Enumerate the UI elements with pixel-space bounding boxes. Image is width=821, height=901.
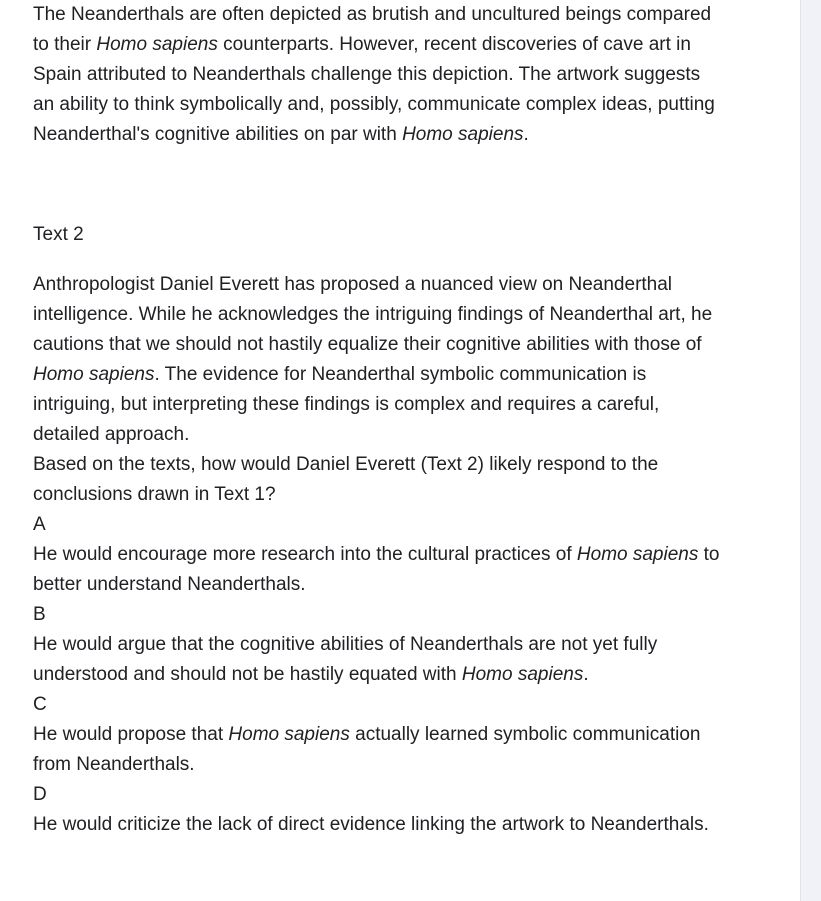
option-a-part2: to better understand Neanderthals. xyxy=(33,544,720,595)
option-c-part1: He would propose that xyxy=(33,724,229,745)
question-content xyxy=(33,0,723,840)
text2-label: Text 2 xyxy=(33,224,84,245)
text1-part1: The Neanderthals are often depicted as brutish and uncultured beings compared to their xyxy=(33,4,712,55)
option-c-italic: Homo sapiens xyxy=(228,724,350,745)
option-c-letter[interactable]: C xyxy=(33,694,47,715)
text2-part2: . The evidence for Neanderthal symbolic communication is intriguing, but interpreting these findings is complex and requires a careful, detailed approach. xyxy=(33,364,660,445)
option-b-part2: . xyxy=(583,664,589,685)
option-d-letter[interactable]: D xyxy=(33,784,47,805)
option-a-part1: He would encourage more research into the cultural practices of xyxy=(33,544,577,565)
option-a-letter[interactable]: A xyxy=(33,514,46,535)
text1-part3: . xyxy=(523,124,529,145)
option-a-italic: Homo sapiens xyxy=(576,544,699,565)
option-c-part2: actually learned symbolic communication from Neanderthals. xyxy=(33,724,701,775)
text2-passage xyxy=(33,270,723,450)
option-c-text[interactable] xyxy=(33,720,723,780)
option-b-text[interactable] xyxy=(33,630,723,690)
option-a-text[interactable] xyxy=(33,540,723,600)
option-b-letter[interactable]: B xyxy=(33,604,46,625)
text1-species-italic-1: Homo sapiens xyxy=(96,34,218,55)
text1-part2: counterparts. However, recent discoveries of cave art in Spain attributed to Neanderthals challenge this depiction. The artwork suggests an ability to think symbolically and, possibly, communicate complex ideas, putting Neanderthal's cognitive abilities on par with xyxy=(33,34,715,145)
option-d-part1: He would criticize the lack of direct evidence linking the artwork to Neanderthals. xyxy=(33,814,709,835)
text1-species-italic-2: Homo sapiens xyxy=(402,124,524,145)
text2-part1: Anthropologist Daniel Everett has proposed a nuanced view on Neanderthal intelligence. While he acknowledges the intriguing findings of Neanderthal art, he cautions that we should not hastily equalize their cognitive abilities with those of xyxy=(33,274,713,355)
option-b-italic: Homo sapiens xyxy=(461,664,584,685)
option-b-part1: He would argue that the cognitive abilities of Neanderthals are not yet fully understood and should not be hastily equated with xyxy=(33,634,658,685)
question-prompt: Based on the texts, how would Daniel Everett (Text 2) likely respond to the conclusions drawn in Text 1? xyxy=(33,454,659,505)
option-d-text[interactable] xyxy=(33,810,723,840)
text1-passage xyxy=(33,0,723,150)
text2-species-italic: Homo sapiens xyxy=(33,364,155,385)
